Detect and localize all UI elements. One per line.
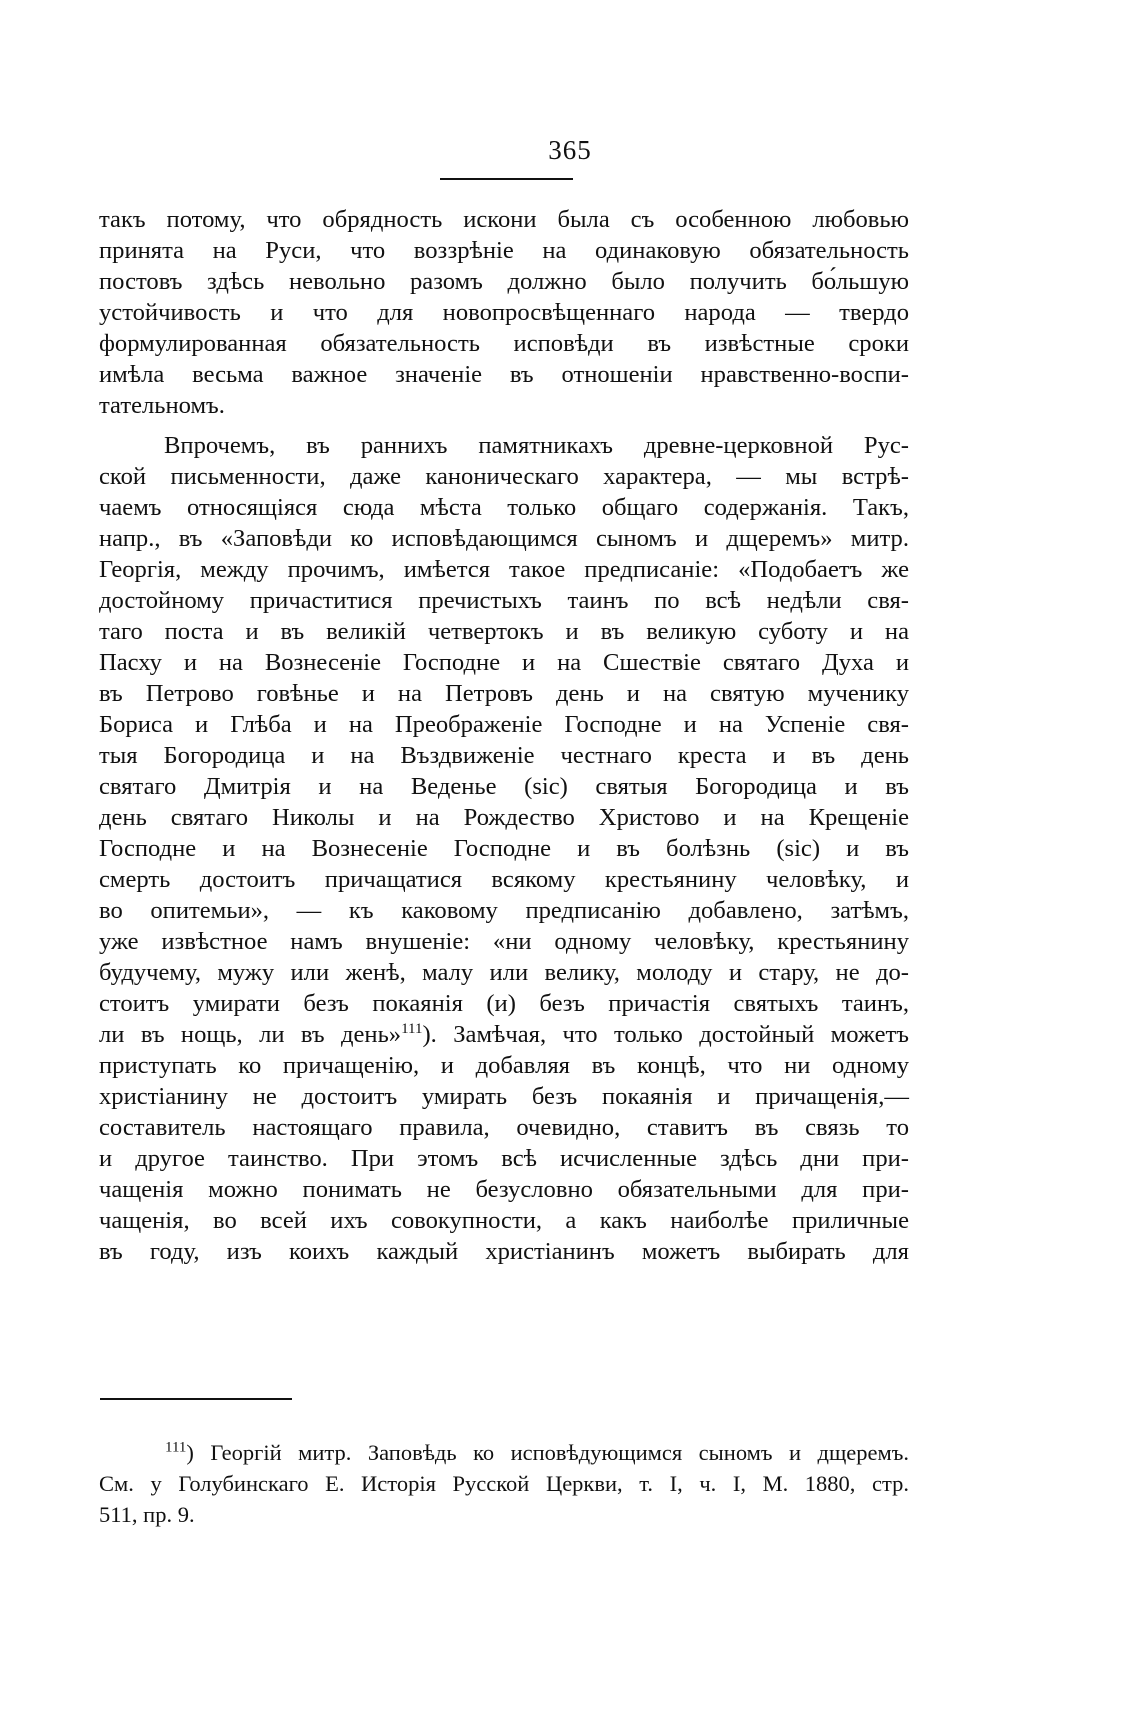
footnote-line: См. у Голубинскаго Е. Исторія Русской Церкви, т. I, ч. I, М. 1880, стр. [99, 1471, 909, 1496]
text-line: Бориса и Глѣба и на Преображеніе Господне и на Успеніе свя- [99, 711, 909, 738]
footnote-marker: 111 [165, 1439, 187, 1456]
text-line: такъ потому, что обрядность искони была съ особенною любовью [99, 206, 909, 233]
text-line: святаго Дмитрія и на Веденье (sic) святыя Богородица и въ [99, 773, 909, 800]
text-line: въ году, изъ коихъ каждый христіанинъ можетъ выбирать для [99, 1238, 909, 1265]
text-line: таго поста и въ великій четвертокъ и въ великую суботу и на [99, 618, 909, 645]
text-line: уже извѣстное намъ внушеніе: «ни одному человѣку, крестьянину [99, 928, 909, 955]
footnote-line: 511, пр. 9. [99, 1502, 195, 1527]
text-line: будучему, мужу или женѣ, малу или велику, молоду и стару, не до- [99, 959, 909, 986]
body-text [99, 204, 909, 1267]
text-line: день святаго Николы и на Рождество Христово и на Крещеніе [99, 804, 909, 831]
text-line: чащенія можно понимать не безусловно обязательными для при- [99, 1176, 909, 1203]
text-line: тательномъ. [99, 392, 225, 419]
text-line: въ Петрово говѣнье и на Петровъ день и на святую мученику [99, 680, 909, 707]
text-line: Впрочемъ, въ раннихъ памятникахъ древне-церковной Рус- [164, 432, 909, 459]
text-line: устойчивость и что для новопросвѣщеннаго народа — твердо [99, 299, 909, 326]
text-line: принята на Руси, что воззрѣніе на одинаковую обязательность [99, 237, 909, 264]
text-segment: ). Замѣчая, что только достойный можетъ [422, 1021, 909, 1048]
page-number-rule [440, 178, 573, 180]
text-line: напр., въ «Заповѣди ко исповѣдающимся сыномъ и дщеремъ» митр. [99, 525, 909, 552]
text-line: формулированная обязательность исповѣди въ извѣстные сроки [99, 330, 909, 357]
text-line: Георгія, между прочимъ, имѣется такое предписаніе: «Подобаетъ же [99, 556, 909, 583]
text-line: тыя Богородица и на Въздвиженіе честнаго креста и въ день [99, 742, 909, 769]
footnote-text: ) Георгій митр. Заповѣдь ко исповѣдующимся сыномъ и дщеремъ. [186, 1440, 909, 1465]
text-line: во опитемьи», — къ каковому предписанію добавлено, затѣмъ, [99, 897, 909, 924]
text-line: чащенія, во всей ихъ совокупности, а какъ наиболѣе приличные [99, 1207, 909, 1234]
text-line: смерть достоитъ причащатися всякому крестьянину человѣку, и [99, 866, 909, 893]
text-line: достойному причаститися пречистыхъ таинъ по всѣ недѣли свя- [99, 587, 909, 614]
text-line: Пасху и на Вознесеніе Господне и на Сшествіе святаго Духа и [99, 649, 909, 676]
text-segment: ли въ нощь, ли въ день» [99, 1021, 402, 1048]
page-number: 365 [548, 135, 592, 165]
text-line: христіанину не достоитъ умирать безъ покаянія и причащенія,— [99, 1083, 909, 1110]
footnote-separator [100, 1398, 292, 1400]
text-line: ской письменности, даже каноническаго характера, — мы встрѣ- [99, 463, 909, 490]
text-line: стоитъ умирати безъ покаянія (и) безъ причастія святыхъ таинъ, [99, 990, 909, 1017]
text-line: Господне и на Вознесеніе Господне и въ болѣзнь (sic) и въ [99, 835, 909, 862]
text-line: чаемъ относящіяся сюда мѣста только общаго содержанія. Такъ, [99, 494, 909, 521]
text-line: приступать ко причащенію, и добавляя въ концѣ, что ни одному [99, 1052, 909, 1079]
footnote [99, 1437, 909, 1530]
text-line: имѣла весьма важное значеніе въ отношеніи нравственно-воспи- [99, 361, 909, 388]
text-line: и другое таинство. При этомъ всѣ исчисленные здѣсь дни при- [99, 1145, 909, 1172]
footnote-line [99, 1437, 909, 1468]
text-line: постовъ здѣсь невольно разомъ должно было получить бо́льшую [99, 268, 909, 295]
paragraph-gap [99, 421, 909, 430]
footnote-ref: 111 [401, 1020, 423, 1037]
text-line-with-footnote-ref [99, 1019, 909, 1050]
text-line: составитель настоящаго правила, очевидно, ставитъ въ связь то [99, 1114, 909, 1141]
